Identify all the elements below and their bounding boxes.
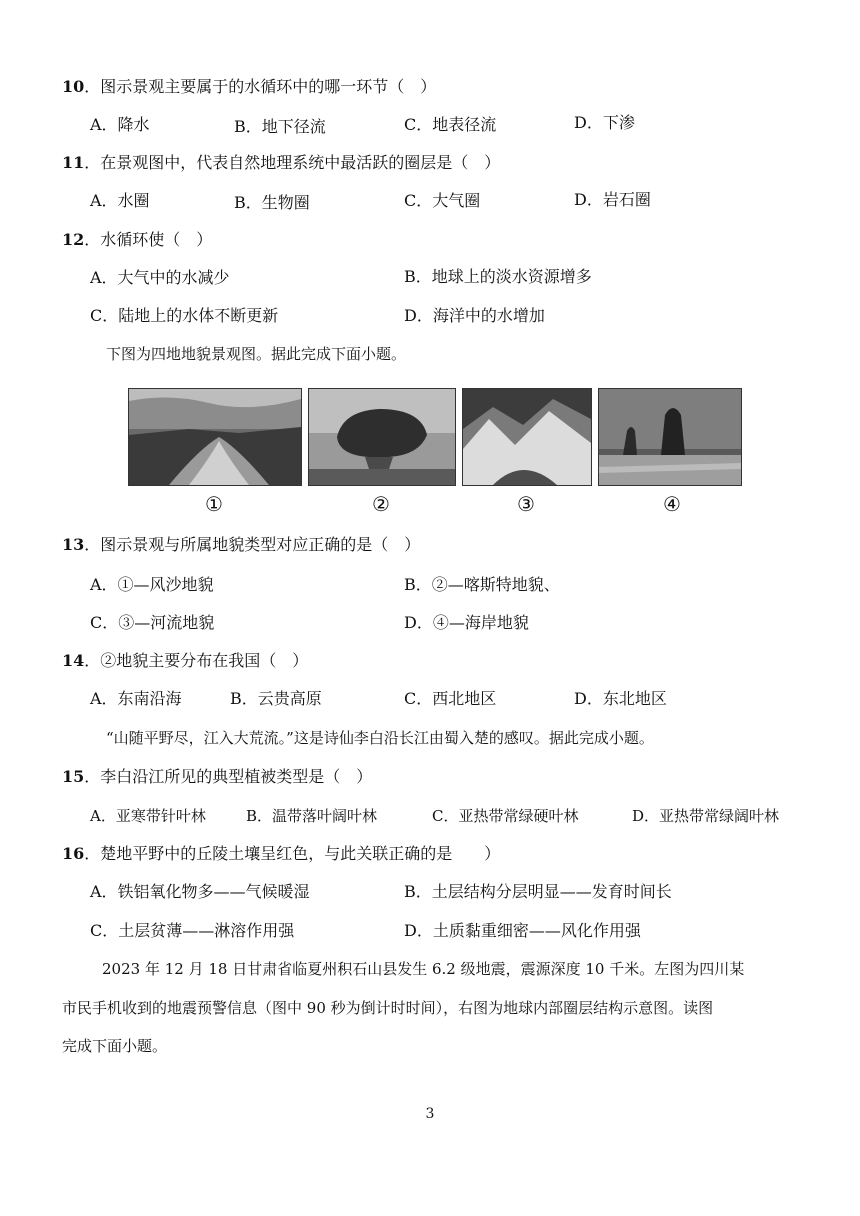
photo-label-2: ② — [372, 492, 390, 516]
option-a: A．铁铝氧化物多——气候暖湿 — [90, 882, 310, 901]
question-15-stem — [62, 766, 372, 788]
quake-intro-line-1: 2023 年 12 月 18 日甘肃省临夏州积石山县发生 6.2 级地震，震源深度 10 千米。左图为四川某 — [102, 960, 745, 978]
option-d: D．东北地区 — [574, 689, 667, 708]
question-text: ．图示景观与所属地貌类型对应正确的是（ ） — [84, 535, 421, 554]
question-11-stem — [62, 152, 500, 174]
question-number: 11 — [62, 153, 85, 172]
option-b: B．②—喀斯特地貌、 — [404, 575, 560, 594]
landform-photo-3 — [462, 388, 592, 486]
question-number: 13 — [62, 535, 85, 554]
quake-intro-line-2: 市民手机收到的地震预警信息（图中 90 秒为倒计时时间），右图为地球内部圈层结构示意图。读图 — [62, 999, 714, 1017]
option-c: C．③—河流地貌 — [90, 613, 215, 632]
question-number: 16 — [62, 844, 85, 863]
landform-photo-4 — [598, 388, 742, 486]
option-a: A．大气中的水减少 — [90, 268, 230, 287]
question-number: 14 — [62, 651, 85, 670]
question-14-stem — [62, 650, 308, 672]
option-d: D．土质黏重细密——风化作用强 — [404, 921, 641, 940]
question-10-stem — [62, 76, 436, 98]
question-16-stem — [62, 843, 500, 865]
option-b: B．土层结构分层明显——发育时间长 — [404, 882, 672, 901]
question-number: 12 — [62, 230, 85, 249]
landform-photo-1 — [128, 388, 302, 486]
question-text: ．李白沿江所见的典型植被类型是（ ） — [84, 767, 373, 786]
question-text: ．楚地平野中的丘陵土壤呈红色，与此关联正确的是 ） — [84, 844, 501, 863]
option-c: C．土层贫薄——淋溶作用强 — [90, 921, 295, 940]
option-c: C．亚热带常绿硬叶林 — [432, 807, 579, 825]
photo-label-1: ① — [205, 492, 223, 516]
option-b: B．地下径流 — [234, 117, 326, 136]
option-d: D．④—海岸地貌 — [404, 613, 529, 632]
option-c: C．西北地区 — [404, 689, 497, 708]
poem-intro: “山随平野尽，江入大荒流。”这是诗仙李白沿长江由蜀入楚的感叹。据此完成小题。 — [106, 729, 654, 747]
question-13-stem — [62, 534, 420, 556]
photo-label-4: ④ — [663, 492, 681, 516]
option-a: A．水圈 — [90, 191, 150, 210]
question-12-stem — [62, 229, 212, 251]
question-number: 15 — [62, 767, 85, 786]
landform-intro: 下图为四地地貌景观图。据此完成下面小题。 — [106, 345, 407, 363]
option-c: C．陆地上的水体不断更新 — [90, 306, 279, 325]
landform-photo-2 — [308, 388, 456, 486]
option-c: C．地表径流 — [404, 115, 497, 134]
photo-label-3: ③ — [517, 492, 535, 516]
question-text: ．图示景观主要属于的水循环中的哪一环节（ ） — [84, 77, 437, 96]
question-text: ．②地貌主要分布在我国（ ） — [84, 651, 309, 670]
option-d: D．亚热带常绿阔叶林 — [632, 807, 780, 825]
question-number: 10 — [62, 77, 85, 96]
option-b: B．温带落叶阔叶林 — [246, 807, 378, 825]
option-b: B．云贵高原 — [230, 689, 322, 708]
option-d: D．岩石圈 — [574, 190, 651, 209]
option-b: B．地球上的淡水资源增多 — [404, 267, 592, 286]
option-c: C．大气圈 — [404, 191, 481, 210]
question-text: ．在景观图中，代表自然地理系统中最活跃的圈层是（ ） — [84, 153, 501, 172]
option-d: D．下渗 — [574, 113, 635, 132]
option-a: A．①—风沙地貌 — [90, 575, 214, 594]
quake-intro-line-3: 完成下面小题。 — [62, 1037, 168, 1055]
question-text: ．水循环使（ ） — [84, 230, 213, 249]
page-number: 3 — [425, 1106, 435, 1122]
option-a: A．亚寒带针叶林 — [90, 807, 206, 825]
option-a: A．东南沿海 — [90, 689, 182, 708]
option-a: A．降水 — [90, 115, 150, 134]
option-b: B．生物圈 — [234, 193, 310, 212]
option-d: D．海洋中的水增加 — [404, 306, 545, 325]
